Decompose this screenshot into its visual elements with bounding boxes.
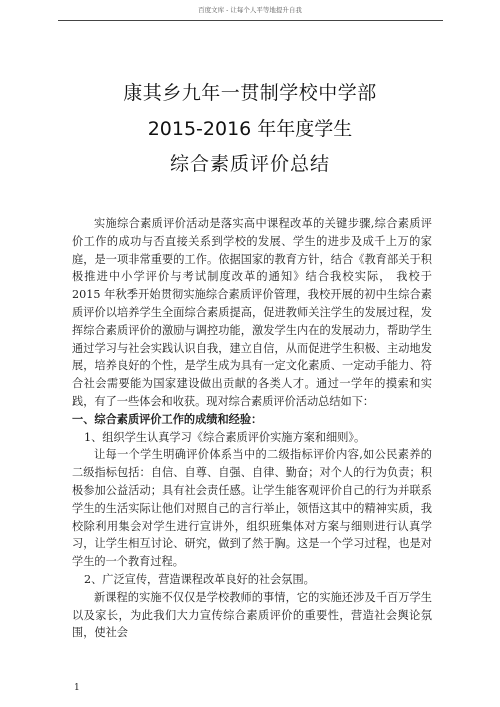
paragraph-publicity: 新课程的实施不仅仅是学校教师的事情，它的实施还涉及千百万学生以及家长，为此我们大力宣传综合素质评价的重要性，营造社会舆论氛围，使社会 <box>72 590 432 640</box>
intro-paragraph: 实施综合素质评价活动是落实高中课程改革的关键步骤,综合素质评价工作的成功与否直接关系到学校的发展、学生的进步及成千上万的家庭，是一项非常重要的工作。依据国家的教育方针，结合《教育部关于积极推进中小学评价与考试制度改革的通知》结合我校实际， 我校于 2015 年秋季开始贯彻实施综合素质评价管理，我校开展的初中生综合素质评价以培养学生全面综合素质提高，促进教师关注学生的发展过程，发挥综合素质评价的激励与调控功能，激发学生内在的发展动力，帮助学生通过学习与社会实践认识自我，建立自信，从而促进学生积极、主动地发展，培养良好的个性，是学生成为具有一定文化素质、一定动手能力、符合社会需要能为国家建设做出贡献的各类人才。通过一学年的摸索和实践，有了一些体会和收获。现对综合素质评价活动总结如下： <box>72 217 432 408</box>
title-year: 2015-2016 年年度学生 <box>147 118 353 140</box>
document-body <box>72 215 432 642</box>
title-school: 康其乡九年一贯制学校中学部 <box>123 82 377 104</box>
subsection-heading-2: 2、广泛宣传，营造课程改革良好的社会氛围。 <box>84 572 315 586</box>
paragraph-study: 让每一个学生明确评价体系当中的二级指标评价内容,如公民素养的二级指标包括：自信、自尊、自强、自律、勤奋；对个人的行为负责；积极参加公益活动；具有社会责任感。让学生能客观评价自己的行为并联系学生的生活实际让他们对照自己的言行举止，领悟这其中的精神实质，我校除利用集会对学生进行宣讲外，组织班集体对方案与细则进行认真学习，让学生相互讨论、研究，做到了然于胸。这是一个学习过程，也是对学生的一个教育过程。 <box>72 448 432 569</box>
title-subject: 综合素质评价总结 <box>169 153 330 175</box>
page-header: 百度文库 - 让每个人平等地提升自我 <box>198 6 302 14</box>
header-divider <box>58 20 443 21</box>
section-heading: 一、综合素质评价工作的成绩和经验： <box>72 411 263 426</box>
subsection-heading-1: 1、组织学生认真学习《综合素质评价实施方案和细则》。 <box>84 430 366 444</box>
page-number: 1 <box>74 683 80 693</box>
